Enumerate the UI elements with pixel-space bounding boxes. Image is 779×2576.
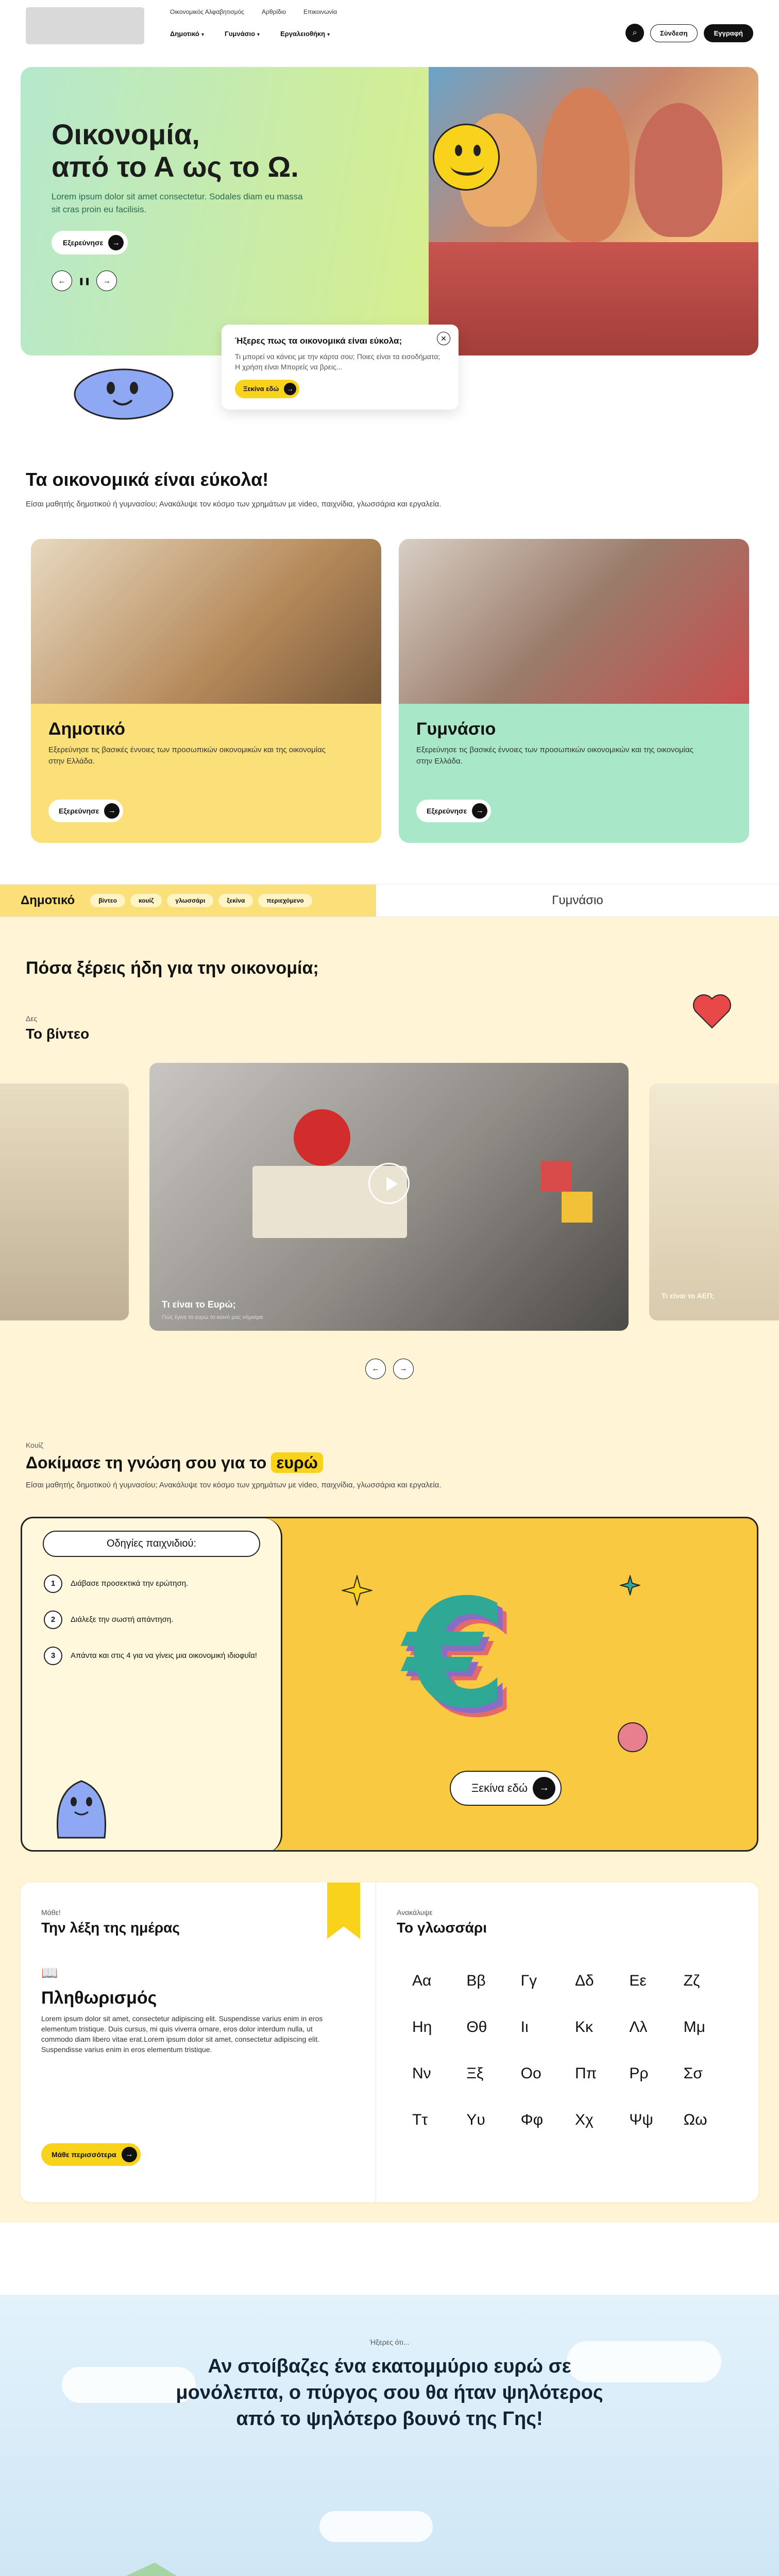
word-glossary-section — [0, 1883, 779, 2223]
mountains-illustration — [0, 2532, 779, 2576]
top-link-contact[interactable]: Επικοινωνία — [303, 8, 337, 15]
knowledge-title: Πόσα ξέρεις ήδη για την οικονομία; — [26, 958, 319, 978]
knowledge-section — [0, 917, 779, 1420]
gymnasium-explore-label: Εξερεύνησε — [427, 806, 467, 815]
video-caption: Τι είναι το Ευρώ; — [162, 1299, 236, 1310]
step-text: Απάντα και στις 4 για να γίνεις μια οικονομική ιδιοφυΐα! — [71, 1651, 257, 1660]
quiz-start-label: Ξεκίνα εδώ — [471, 1781, 528, 1794]
glossary-letter[interactable]: Μμ — [683, 2018, 705, 2036]
hero-title-line1: Οικονομία, — [52, 118, 200, 150]
hero — [0, 67, 779, 393]
kid-figure — [542, 88, 630, 242]
quiz-start-button[interactable] — [450, 1771, 562, 1806]
tip-card — [222, 325, 459, 410]
nav-toolbox[interactable] — [280, 30, 330, 38]
glossary-letter[interactable]: Λλ — [629, 2018, 648, 2036]
word-more-label: Μάθε περισσότερα — [52, 2150, 116, 2159]
block-shape — [562, 1192, 592, 1223]
arrow-right-icon: → — [472, 803, 487, 819]
arrow-right-icon: → — [122, 2147, 137, 2162]
mascot-illustration — [72, 358, 175, 420]
arrow-right-icon: → — [284, 383, 296, 395]
word-glossary-card — [21, 1883, 758, 2202]
glossary-letter[interactable]: Ββ — [466, 1972, 486, 1989]
glossary-letter[interactable]: Κκ — [575, 2018, 594, 2036]
glossary — [376, 1883, 758, 2202]
video-eyebrow: Δες — [26, 1014, 38, 1023]
word-definition: Lorem ipsum dolor sit amet, consectetur adipiscing elit. Suspendisse varius enim in eros elementum tristique. Duis cursus, mi quis viverra ornare, eros dolor interdum nulla, ut commodo diam libero vitae erat.Lorem ipsum dolor sit amet, consectetur adipiscing elit. Suspendisse varius enim in eros elementum tristique. — [41, 2014, 323, 2054]
video-card-prev[interactable] — [0, 1083, 129, 1320]
sparkle-icon — [620, 1575, 640, 1596]
smiley-eye — [473, 145, 481, 156]
chip-video[interactable]: βίντεο — [90, 894, 125, 907]
play-icon[interactable] — [368, 1163, 410, 1204]
flower-icon — [615, 1719, 651, 1755]
glossary-letter[interactable]: Θθ — [466, 2018, 487, 2036]
level-primary-label: Δημοτικό — [21, 893, 75, 907]
video-card-main[interactable] — [149, 1063, 629, 1331]
quiz-step — [44, 1647, 259, 1665]
video-title: Το βίντεο — [26, 1025, 90, 1042]
glossary-letter[interactable]: Φφ — [520, 2111, 544, 2128]
word-more-button[interactable] — [41, 2143, 141, 2166]
quiz-title — [26, 1453, 779, 1472]
quiz-section — [0, 1420, 779, 1883]
video-caption: Τι είναι το ΑΕΠ; — [662, 1291, 715, 1300]
login-button[interactable]: Σύνδεση — [650, 24, 698, 42]
close-icon[interactable]: ✕ — [437, 332, 450, 345]
quiz-title-highlight: ευρώ — [271, 1452, 323, 1473]
glossary-letter[interactable]: Ξξ — [466, 2064, 484, 2082]
school-lede: Είσαι μαθητής δημοτικού ή γυμνασίου; Ανακάλυψε τον κόσμο των χρημάτων με video, παιχνίδια, γλωσσάρια και εργαλεία. — [26, 500, 442, 509]
glossary-letter[interactable]: Γγ — [520, 1972, 537, 1989]
glossary-letter[interactable]: Ζζ — [683, 1972, 700, 1989]
primary-card[interactable] — [31, 539, 381, 843]
nav-primary-label: Δημοτικό — [170, 30, 199, 38]
classroom-photo — [399, 539, 749, 704]
quiz-instructions — [22, 1518, 282, 1852]
school-title: Τα οικονομικά είναι εύκολα! — [26, 469, 269, 490]
fact-section — [0, 2295, 779, 2576]
step-number: 1 — [44, 1574, 62, 1593]
glossary-letter[interactable]: Χχ — [575, 2111, 594, 2128]
video-carousel-controls — [0, 1359, 779, 1379]
glossary-letter[interactable]: Υυ — [466, 2111, 485, 2128]
word-term: Πληθωρισμός — [41, 1988, 157, 2008]
main-nav — [170, 30, 330, 38]
kid-figure — [635, 103, 722, 237]
glossary-letter[interactable]: Ιι — [520, 2018, 529, 2036]
quiz-title-text: Δοκίμασε τη γνώση σου για το — [26, 1453, 267, 1472]
book-icon: 📖 — [41, 1964, 58, 1980]
pause-button[interactable]: ❚❚ — [78, 276, 91, 285]
step-number: 3 — [44, 1647, 62, 1665]
gymnasium-card[interactable] — [399, 539, 749, 843]
gymnasium-explore-button[interactable] — [416, 800, 491, 822]
level-primary-tab[interactable] — [0, 885, 376, 917]
nav-toolbox-label: Εργαλειοθήκη — [280, 30, 326, 38]
glossary-letter[interactable]: Ωω — [683, 2111, 707, 2128]
primary-card-title: Δημοτικό — [48, 719, 126, 739]
video-header — [26, 1014, 779, 1042]
video-carousel — [0, 1063, 779, 1341]
hero-controls — [52, 270, 117, 291]
video-card-next[interactable] — [649, 1083, 779, 1320]
glossary-letter[interactable]: Οο — [520, 2064, 541, 2082]
quiz-step — [44, 1574, 259, 1593]
quiz-step — [44, 1611, 259, 1629]
step-number: 2 — [44, 1611, 62, 1629]
level-switcher — [0, 884, 779, 917]
nav-primary[interactable] — [170, 30, 204, 38]
logo[interactable] — [26, 7, 144, 44]
glossary-letter[interactable]: Δδ — [575, 1972, 594, 1989]
word-section-title: Την λέξη της ημέρας — [41, 1919, 180, 1936]
smiley-eye — [455, 145, 462, 156]
tip-title: Ήξερες πως τα οικονομικά είναι εύκολα; — [235, 336, 402, 346]
chip-content[interactable]: περιεχόμενο — [258, 894, 312, 907]
site-header — [0, 0, 779, 57]
school-cards — [21, 539, 758, 843]
school-section — [21, 469, 758, 843]
hero-title-line2: από το Α ως το Ω. — [52, 150, 299, 183]
glossary-title: Το γλωσσάρι — [397, 1919, 487, 1936]
smiley-mouth — [451, 156, 484, 176]
chip-glossary[interactable]: γλωσσάρι — [167, 894, 213, 907]
glossary-letters — [397, 1972, 738, 2129]
chip-start[interactable]: ξεκίνα — [218, 894, 253, 907]
next-slide-button[interactable]: → — [96, 270, 117, 291]
glossary-eyebrow: Ανακάλυψε — [397, 1908, 433, 1917]
hero-title — [52, 118, 299, 183]
signup-button[interactable]: Εγγραφή — [704, 24, 753, 42]
classroom-photo — [31, 539, 381, 704]
quiz-lede: Είσαι μαθητής δημοτικού ή γυμνασίου; Ανακάλυψε τον κόσμο των χρημάτων με video, παιχνίδια, γλωσσάρια και εργαλεία. — [26, 1480, 442, 1489]
block-shape — [541, 1161, 572, 1192]
primary-explore-button[interactable] — [48, 800, 123, 822]
step-text: Διάβασε προσεκτικά την ερώτηση. — [71, 1579, 189, 1588]
arrow-right-icon: → — [533, 1777, 555, 1800]
glossary-letter[interactable]: Ηη — [412, 2018, 432, 2036]
tip-cta-label: Ξεκίνα εδώ — [243, 385, 279, 393]
primary-card-text: Εξερεύνησε τις βασικές έννοιες των προσωπικών οικονομικών και της οικονομίας στην Ελλάδα. — [48, 745, 326, 766]
euro-icon: € — [403, 1567, 507, 1741]
top-link-literacy[interactable]: Οικονομικός Αλφαβητισμός — [170, 8, 245, 15]
quiz-eyebrow: Κουίζ — [26, 1440, 43, 1449]
tip-text: Τι μπορεί να κάνεις με την κάρτα σου; Ποιες είναι τα εισοδήματα; Η χρήση είναι Μπορείς να βρεις... — [235, 352, 441, 371]
kid-clothing — [429, 242, 758, 355]
hero-subtitle: Lorem ipsum dolor sit amet consectetur. Sodales diam eu massa sit cras proin eu facilisis. — [52, 192, 303, 214]
tip-cta-button[interactable] — [235, 380, 299, 398]
prev-slide-button[interactable]: ← — [52, 270, 72, 291]
chip-quiz[interactable]: κουίζ — [130, 894, 162, 907]
apple-shape — [294, 1109, 350, 1166]
chevron-down-icon: ▾ — [201, 32, 205, 38]
glossary-letter[interactable]: Αα — [412, 1972, 432, 1989]
quiz-card — [21, 1517, 758, 1852]
arrow-right-icon: → — [108, 235, 124, 250]
heart-icon — [691, 994, 733, 1030]
quiz-instructions-title: Οδηγίες παιχνιδιού: — [43, 1531, 260, 1557]
chevron-down-icon: ▾ — [257, 32, 260, 38]
glossary-letter[interactable]: Νν — [412, 2064, 431, 2082]
glossary-letter[interactable]: Ρρ — [629, 2064, 649, 2082]
glossary-letter[interactable]: Σσ — [683, 2064, 703, 2082]
nav-gymnasium-label: Γυμνάσιο — [225, 30, 256, 38]
glossary-letter[interactable]: Ψψ — [629, 2111, 653, 2128]
gymnasium-card-title: Γυμνάσιο — [416, 719, 496, 739]
word-eyebrow: Μάθε! — [41, 1908, 61, 1917]
hero-card — [21, 67, 758, 355]
arrow-right-icon: → — [104, 803, 120, 819]
nav-gymnasium[interactable] — [225, 30, 260, 38]
glossary-letter[interactable]: Ττ — [412, 2111, 428, 2128]
hero-cta-button[interactable] — [52, 231, 128, 255]
mascot-illustration — [43, 1760, 120, 1843]
hero-cta-label: Εξερεύνησε — [63, 239, 104, 247]
primary-explore-label: Εξερεύνησε — [59, 806, 99, 815]
level-gymnasium-tab[interactable]: Γυμνάσιο — [552, 893, 603, 907]
sparkle-icon — [342, 1575, 372, 1606]
chevron-down-icon: ▾ — [327, 32, 330, 38]
smiley-icon — [433, 124, 500, 191]
video-subcaption: Πώς έγινε το ευρώ το κοινό μας νόμισμα — [162, 1314, 263, 1320]
header-actions — [625, 24, 753, 42]
prev-video-button[interactable]: ← — [365, 1359, 386, 1379]
gymnasium-card-text: Εξερεύνησε τις βασικές έννοιες των προσωπικών οικονομικών και της οικονομίας στην Ελλάδα. — [416, 745, 693, 766]
word-of-day — [21, 1883, 376, 2202]
glossary-letter[interactable]: Εε — [629, 1972, 647, 1989]
fact-text: Αν στοίβαζες ένα εκατομμύριο ευρώ σε μονόλεπτα, ο πύργος σου θα ήταν ψηλότερος από το ψηλότερο βουνό της Γης! — [176, 2355, 603, 2430]
search-icon[interactable]: ⌕ — [625, 24, 644, 42]
step-text: Διάλεξε την σωστή απάντηση. — [71, 1615, 174, 1624]
hero-photo — [429, 67, 758, 355]
glossary-letter[interactable]: Ππ — [575, 2064, 597, 2082]
next-video-button[interactable]: → — [393, 1359, 414, 1379]
top-link-articles[interactable]: Αρθρίδιο — [262, 8, 286, 15]
fact-eyebrow: Ήξερες ότι... — [369, 2337, 410, 2346]
top-nav — [170, 8, 337, 15]
